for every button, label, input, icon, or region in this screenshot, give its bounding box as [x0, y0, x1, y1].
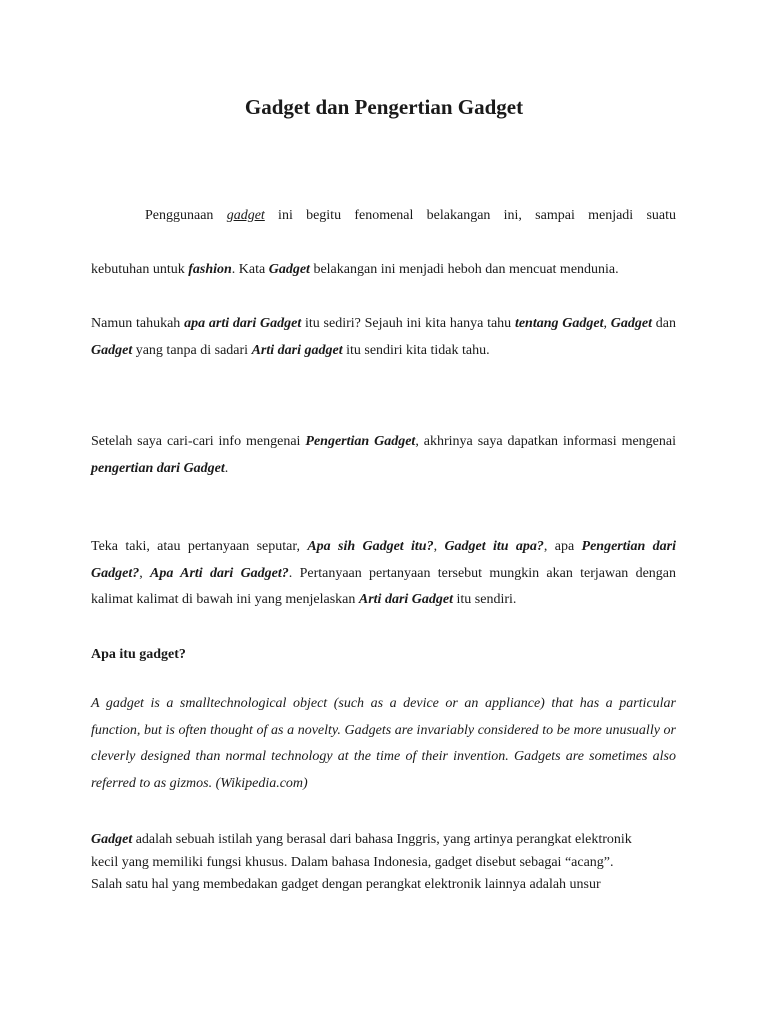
text: itu sendiri kita tidak tahu. — [342, 342, 490, 358]
text: Namun tahukah — [91, 316, 185, 331]
emphasis: Gadget itu apa? — [444, 539, 544, 554]
text: dan — [652, 316, 677, 331]
text: yang tanpa di sadari — [132, 342, 252, 358]
text: itu sediri? Sejauh ini kita hanya tahu — [301, 316, 515, 331]
paragraph-1-line-1 — [91, 203, 676, 230]
text: . — [224, 460, 229, 476]
emphasis: Gadget — [91, 832, 133, 847]
text: . Pertanyaan pertanyaan tersebut mungkin akan terjawan dengan kalimat kalimat di bawah ini yang menjelaskan — [91, 565, 676, 607]
text: , — [139, 565, 150, 581]
emphasis: Apa sih Gadget itu? — [307, 539, 434, 554]
emphasis: Gadget — [91, 342, 133, 358]
paragraph-5 — [91, 829, 676, 897]
page-title: Gadget dan Pengertian Gadget — [244, 95, 524, 119]
text: . Kata — [231, 262, 269, 277]
paragraph-4 — [91, 534, 676, 614]
text: Teka taki, atau pertanyaan seputar, — [91, 539, 308, 554]
emphasis: Gadget — [268, 262, 310, 277]
paragraph-2 — [91, 311, 676, 364]
paragraph-5-line-3: Salah satu hal yang membedakan gadget dengan perangkat elektronik lainnya adalah unsur — [91, 877, 601, 892]
text: , akhrinya saya dapatkan informasi mengenai — [415, 434, 676, 449]
text: , apa — [543, 539, 582, 554]
paragraph-5-line-2: kecil yang memiliki fungsi khusus. Dalam bahasa Indonesia, gadget disebut sebagai “acang”. — [91, 854, 614, 870]
emphasis: pengertian dari Gadget — [91, 460, 225, 476]
paragraph-1-line-2 — [91, 257, 676, 284]
text: Setelah saya cari-cari info mengenai — [91, 434, 306, 449]
text: adalah sebuah istilah yang berasal dari bahasa Inggris, yang artinya perangkat elektronik — [132, 832, 632, 847]
emphasis: Apa Arti dari Gadget? — [150, 565, 289, 581]
gadget-link[interactable]: gadget — [226, 208, 265, 223]
text: , — [603, 316, 611, 331]
emphasis: tentang Gadget — [514, 316, 604, 331]
emphasis: Pengertian Gadget — [305, 434, 416, 449]
emphasis: Arti dari gadget — [251, 342, 343, 358]
emphasis: Pengertian dari Gadget? — [91, 539, 676, 581]
text: itu sendiri. — [453, 592, 517, 607]
text: belakangan ini menjadi heboh dan mencuat mendunia. — [309, 262, 619, 277]
text: Penggunaan — [145, 208, 227, 223]
paragraph-3 — [91, 429, 676, 482]
emphasis: Arti dari Gadget — [358, 592, 453, 607]
paragraph-5-line-1 — [91, 829, 676, 852]
text: ini begitu fenomenal belakangan ini, sampai menjadi suatu — [264, 208, 676, 223]
emphasis: apa arti dari Gadget — [184, 316, 302, 331]
emphasis: fashion — [188, 262, 232, 277]
section-heading: Apa itu gadget? — [91, 647, 186, 662]
wikipedia-quote: A gadget is a smalltechnological object (such as a device or an appliance) that has a particular function, but is often thought of as a novelty. Gadgets are invariably considered to be more unusually or cleverly designed than normal technology at the time of their invention. Gadgets are sometimes also referred to as gizmos. (Wikipedia.com) — [91, 696, 676, 791]
text: kebutuhan untuk — [91, 262, 189, 277]
emphasis: Gadget — [610, 316, 653, 331]
text: , — [433, 539, 445, 554]
